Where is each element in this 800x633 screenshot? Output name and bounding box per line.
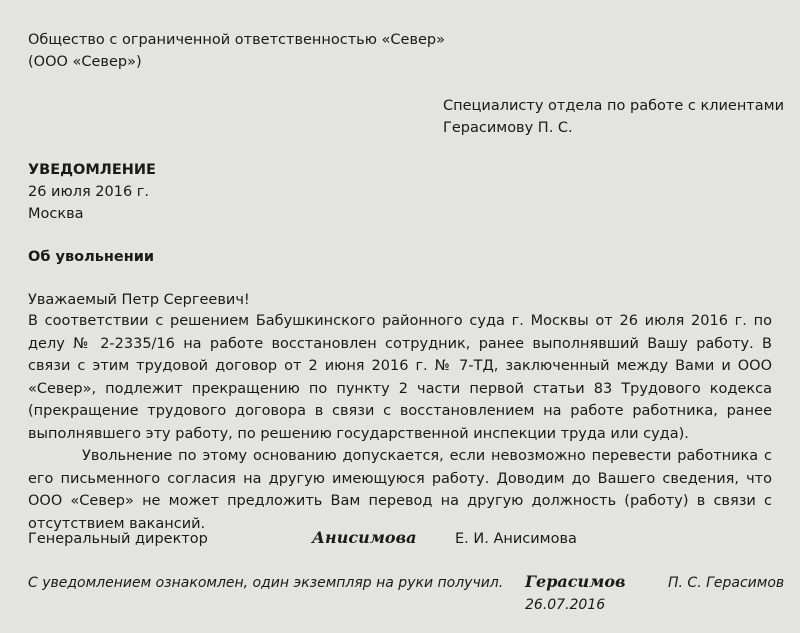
- sender-org-short: (ООО «Север»): [28, 54, 142, 70]
- body-paragraph-1: В соответствии с решением Бабушкинского районного суда г. Москвы от 26 июля 2016 г. по делу № 2-2335/16 на работе восстановлен сотрудник, ранее выполнявший Вашу работу. В связи с этим трудовой договор от 2 июня 2016 г. № 7-ТД, заключенный между Вами и ООО «Север», подлежит прекращению по пункту 2 части первой статьи 83 Трудового кодекса (прекращение трудового договора в связи с восстановлением на работе работника, ранее выполнявшего эту работу, по решению государственной инспекции труда или суда).: [28, 313, 772, 442]
- letter-body: [28, 310, 772, 535]
- signatory-name: Е. И. Анисимова: [455, 531, 577, 547]
- signatory-position: Генеральный директор: [28, 531, 208, 547]
- sender-org-full: Общество с ограниченной ответственностью «Север»: [28, 32, 445, 48]
- employee-name: П. С. Герасимов: [668, 575, 785, 591]
- recipient-position: Специалисту отдела по работе с клиентами: [443, 98, 784, 114]
- acknowledgement-text: С уведомлением ознакомлен, один экземпляр на руки получил.: [28, 575, 504, 591]
- acknowledgement-date: 26.07.2016: [525, 597, 606, 613]
- recipient-name: Герасимову П. С.: [443, 120, 573, 136]
- document-type: УВЕДОМЛЕНИЕ: [28, 162, 156, 178]
- body-paragraph-2: Увольнение по этому основанию допускается, если невозможно перевести работника с его письменного согласия на другую имеющуюся работу. Доводим до Вашего сведения, что ООО «Север» не может предложить Вам перевод на другую должность (работу) в связи с отсутствием вакансий.: [28, 448, 772, 532]
- greeting: Уважаемый Петр Сергеевич!: [28, 292, 250, 308]
- document-date: 26 июля 2016 г.: [28, 184, 150, 200]
- document-place: Москва: [28, 206, 84, 222]
- director-signature: Анисимова: [312, 528, 417, 547]
- document-subject: Об увольнении: [28, 249, 155, 265]
- employee-signature: Герасимов: [525, 572, 626, 591]
